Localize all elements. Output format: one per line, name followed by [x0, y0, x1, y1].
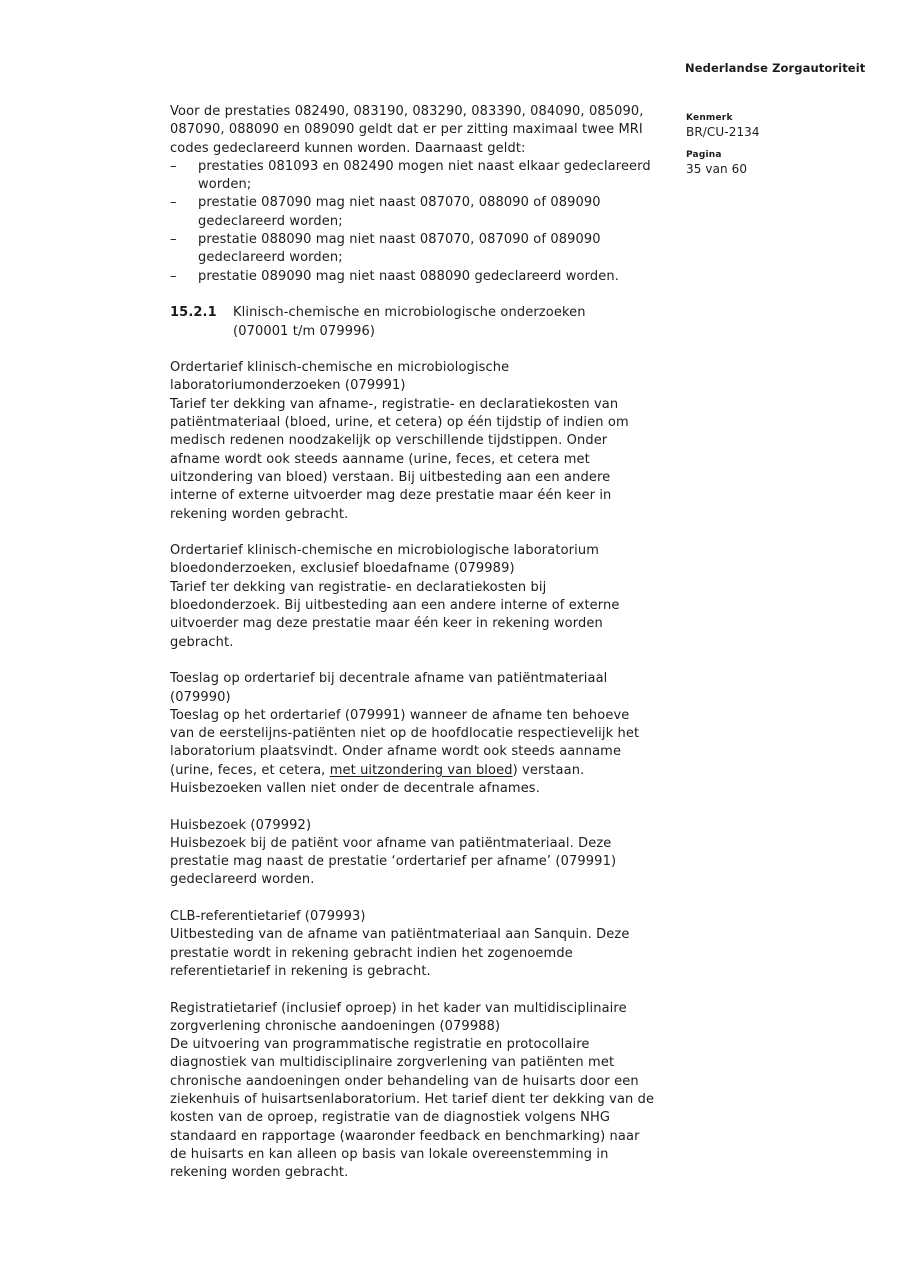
paragraph-toeslag-079990	[170, 670, 700, 798]
text-segment: ) verstaan.	[512, 762, 585, 778]
list-item	[170, 158, 700, 195]
text-line	[170, 762, 700, 780]
text-line: laboratoriumonderzoeken (079991)	[170, 378, 406, 394]
section-heading	[170, 304, 700, 341]
text-line: prestatie 087090 mag niet naast 087070, 088090 of 089090	[198, 195, 601, 211]
text-line: Huisbezoek (079992)	[170, 817, 312, 833]
text-line: Registratietarief (inclusief oproep) in het kader van multidisciplinaire	[170, 1000, 627, 1016]
pagina-label: Pagina	[686, 150, 722, 160]
text-line: Ordertarief klinisch-chemische en microbiologische	[170, 360, 510, 376]
text-line: uitvoerder mag deze prestatie maar één keer in rekening worden	[170, 616, 603, 632]
text-line: ziekenhuis of huisartsenlaboratorium. Het tarief dient ter dekking van de	[170, 1092, 655, 1108]
text-line: gedeclareerd worden;	[198, 250, 343, 266]
paragraph-huisbezoek-079992	[170, 817, 700, 890]
text-line: Tarief ter dekking van registratie- en declaratiekosten bij	[170, 579, 547, 595]
text-line: medisch redenen noodzakelijk op verschillende tijdstippen. Onder	[170, 433, 608, 449]
text-line: (070001 t/m 079996)	[233, 323, 376, 339]
bullet-text	[198, 194, 700, 231]
kenmerk-value: BR/CU-2134	[686, 125, 760, 139]
underlined-text: met uitzondering van bloed	[329, 762, 513, 778]
section-title	[233, 304, 700, 341]
text-segment: (urine, feces, et cetera,	[170, 762, 330, 778]
paragraph-ordertarief-079991	[170, 359, 700, 524]
text-line: bloedonderzoeken, exclusief bloedafname (079989)	[170, 561, 515, 577]
text-line: van de eerstelijns-patiënten niet op de hoofdlocatie respectievelijk het	[170, 726, 640, 742]
text-line: afname wordt ook steeds aanname (urine, feces, et cetera met	[170, 451, 590, 467]
text-line: 087090, 088090 en 089090 geldt dat er per zitting maximaal twee MRI	[170, 122, 643, 138]
text-line: Toeslag op ordertarief bij decentrale afname van patiëntmateriaal	[170, 671, 608, 687]
bullet-dash: –	[170, 158, 177, 174]
rules-list	[170, 158, 700, 286]
text-line: zorgverlening chronische aandoeningen (079988)	[170, 1018, 501, 1034]
text-line: prestaties 081093 en 082490 mogen niet naast elkaar gedeclareerd	[198, 158, 651, 174]
text-line: referentietarief in rekening is gebracht.	[170, 963, 431, 979]
text-line: de huisarts en kan alleen op basis van lokale overeenstemming in	[170, 1146, 609, 1162]
bullet-text	[198, 231, 700, 268]
text-line: De uitvoering van programmatische registratie en protocollaire	[170, 1037, 590, 1053]
section-number: 15.2.1	[170, 305, 217, 321]
text-line: gebracht.	[170, 634, 234, 650]
text-line: kosten van de oproep, registratie van de diagnostiek volgens NHG	[170, 1110, 611, 1126]
list-item	[170, 268, 700, 286]
text-line: diagnostiek van multidisciplinaire zorgverlening van patiënten met	[170, 1055, 615, 1071]
list-item	[170, 231, 700, 268]
kenmerk-label: Kenmerk	[686, 113, 733, 123]
text-line: Huisbezoeken vallen niet onder de decentrale afnames.	[170, 780, 540, 796]
bullet-dash: –	[170, 195, 177, 211]
text-line: Klinisch-chemische en microbiologische onderzoeken	[233, 305, 586, 321]
text-line: laboratorium plaatsvindt. Onder afname wordt ook steeds aanname	[170, 744, 622, 760]
text-line: Tarief ter dekking van afname-, registratie- en declaratiekosten van	[170, 396, 619, 412]
list-item	[170, 194, 700, 231]
bullet-text	[198, 158, 700, 195]
text-line: patiëntmateriaal (bloed, urine, et cetera) op één tijdstip of indien om	[170, 415, 629, 431]
paragraph-ordertarief-079989	[170, 542, 700, 652]
text-line: rekening worden gebracht.	[170, 506, 349, 522]
text-line: Uitbesteding van de afname van patiëntmateriaal aan Sanquin. Deze	[170, 927, 630, 943]
text-line: Toeslag op het ordertarief (079991) wanneer de afname ten behoeve	[170, 707, 630, 723]
text-line: interne of externe uitvoerder mag deze prestatie maar één keer in	[170, 488, 612, 504]
text-line: CLB-referentietarief (079993)	[170, 909, 366, 925]
intro-paragraph	[170, 103, 700, 158]
text-line: Huisbezoek bij de patiënt voor afname van patiëntmateriaal. Deze	[170, 835, 612, 851]
document-body	[170, 103, 700, 1183]
text-line: prestatie 089090 mag niet naast 088090 gedeclareerd worden.	[198, 268, 619, 284]
text-line: worden;	[198, 177, 252, 193]
text-line: prestatie wordt in rekening gebracht indien het zogenoemde	[170, 945, 573, 961]
bullet-dash: –	[170, 268, 177, 284]
text-line: chronische aandoeningen onder behandeling van de huisarts door een	[170, 1073, 639, 1089]
pagina-value: 35 van 60	[686, 162, 748, 176]
text-line: bloedonderzoek. Bij uitbesteding aan een andere interne of externe	[170, 598, 620, 614]
text-line: Voor de prestaties 082490, 083190, 083290, 083390, 084090, 085090,	[170, 104, 644, 119]
bullet-text	[198, 268, 700, 286]
text-line: uitzondering van bloed) verstaan. Bij uitbesteding aan een andere	[170, 469, 611, 485]
text-line: standaard en rapportage (waaronder feedback en benchmarking) naar	[170, 1128, 640, 1144]
bullet-dash: –	[170, 232, 177, 248]
text-line: Ordertarief klinisch-chemische en microbiologische laboratorium	[170, 543, 599, 559]
organization-name: Nederlandse Zorgautoriteit	[685, 61, 866, 75]
text-line: prestatie 088090 mag niet naast 087070, 087090 of 089090	[198, 232, 601, 248]
text-line: codes gedeclareerd kunnen worden. Daarnaast geldt:	[170, 140, 526, 156]
text-line: prestatie mag naast de prestatie ‘ordertarief per afname’ (079991)	[170, 854, 617, 870]
paragraph-clb-referentietarief-079993	[170, 908, 700, 981]
text-line: (079990)	[170, 689, 231, 705]
text-line: rekening worden gebracht.	[170, 1165, 349, 1181]
text-line: gedeclareerd worden.	[170, 872, 315, 888]
paragraph-registratietarief-079988	[170, 1000, 700, 1183]
text-line: gedeclareerd worden;	[198, 213, 343, 229]
